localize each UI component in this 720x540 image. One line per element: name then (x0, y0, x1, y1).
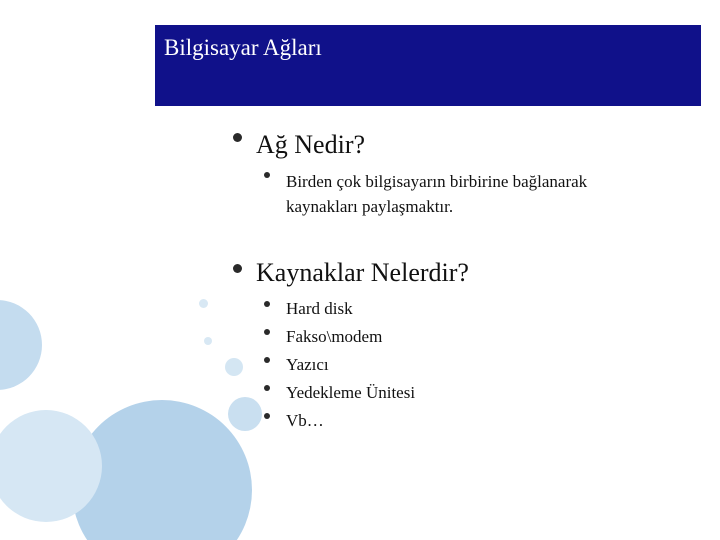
list-item: Hard disk (286, 299, 353, 318)
list-item: Yazıcı (286, 355, 329, 374)
bullet-icon (264, 385, 270, 391)
list-item: Birden çok bilgisayarın birbirine bağlanarak (286, 172, 588, 191)
decorative-circle-tiny (225, 358, 243, 376)
list-item: Yedekleme Ünitesi (286, 383, 416, 402)
list-item-continuation: kaynakları paylaşmaktır. (286, 197, 454, 216)
decorative-circle-dot-2 (204, 337, 212, 345)
decorative-circle-dot-1 (199, 299, 208, 308)
bullet-icon (264, 172, 270, 178)
bullet-icon (264, 329, 270, 335)
list-item: Vb… (286, 411, 324, 430)
bullet-icon (264, 413, 270, 419)
bullet-icon (233, 264, 242, 273)
slide-title: Bilgisayar Ağları (164, 35, 322, 60)
list-item: Fakso\modem (286, 327, 383, 346)
bullet-icon (264, 301, 270, 307)
decorative-circle-left (0, 300, 42, 390)
section-heading: Kaynaklar Nelerdir? (256, 258, 469, 287)
decorative-circle-small (228, 397, 262, 431)
bullet-icon (233, 133, 242, 142)
title-bar (155, 25, 701, 106)
section-heading: Ağ Nedir? (256, 130, 366, 159)
bullet-icon (264, 357, 270, 363)
